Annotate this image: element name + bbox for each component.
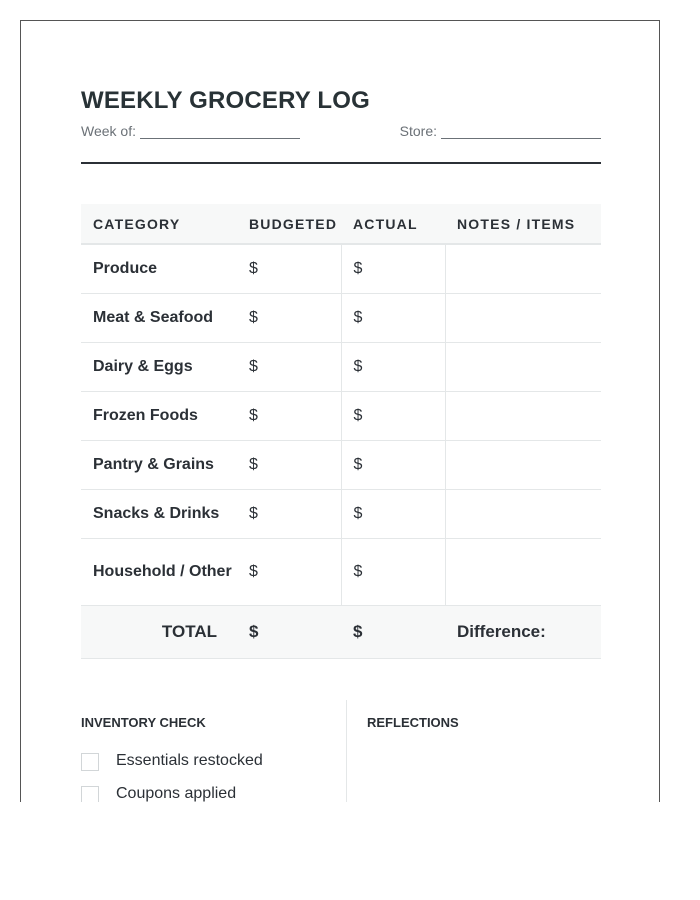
column-header-category: CATEGORY [81, 204, 237, 244]
category-cell: Meat & Seafood [81, 294, 237, 343]
store-label: Store: [399, 123, 437, 139]
actual-cell[interactable]: $ [341, 490, 445, 539]
budgeted-cell[interactable]: $ [237, 392, 341, 441]
store-field[interactable] [400, 123, 601, 139]
budgeted-cell[interactable]: $ [237, 244, 341, 294]
column-header-budgeted: BUDGETED [237, 204, 341, 244]
header-divider [81, 162, 601, 164]
budgeted-cell[interactable]: $ [237, 539, 341, 606]
category-cell: Dairy & Eggs [81, 343, 237, 392]
page-title: WEEKLY GROCERY LOG [81, 87, 370, 114]
actual-cell[interactable]: $ [341, 539, 445, 606]
checklist-item-label: Essentials restocked [116, 752, 263, 769]
checkbox[interactable] [81, 786, 99, 802]
category-cell: Snacks & Drinks [81, 490, 237, 539]
table-header-row [81, 204, 601, 244]
notes-cell[interactable] [445, 244, 601, 294]
difference-cell[interactable]: Difference: [445, 606, 601, 659]
category-cell: Household / Other [81, 539, 237, 606]
category-cell: Pantry & Grains [81, 441, 237, 490]
bottom-section [81, 700, 601, 802]
meta-row [81, 123, 601, 141]
column-header-notes: NOTES / ITEMS [445, 204, 601, 244]
reflections-heading: REFLECTIONS [367, 715, 459, 730]
actual-cell[interactable]: $ [341, 244, 445, 294]
table-row [81, 392, 601, 441]
table-row [81, 343, 601, 392]
notes-cell[interactable] [445, 539, 601, 606]
notes-cell[interactable] [445, 441, 601, 490]
total-label: TOTAL [81, 606, 237, 659]
table-row [81, 244, 601, 294]
actual-cell[interactable]: $ [341, 441, 445, 490]
table-row [81, 539, 601, 606]
week-of-blank[interactable] [140, 124, 300, 139]
notes-cell[interactable] [445, 294, 601, 343]
grocery-table [81, 204, 601, 659]
category-cell: Produce [81, 244, 237, 294]
total-row [81, 606, 601, 659]
budgeted-cell[interactable]: $ [237, 294, 341, 343]
total-budgeted-cell[interactable]: $ [237, 606, 341, 659]
budgeted-cell[interactable]: $ [237, 490, 341, 539]
week-of-label: Week of: [81, 123, 136, 139]
store-blank[interactable] [441, 124, 601, 139]
notes-cell[interactable] [445, 343, 601, 392]
table-row [81, 441, 601, 490]
total-actual-cell[interactable]: $ [341, 606, 445, 659]
actual-cell[interactable]: $ [341, 343, 445, 392]
column-header-actual: ACTUAL [341, 204, 445, 244]
notes-cell[interactable] [445, 392, 601, 441]
grocery-log-sheet [20, 20, 660, 802]
category-cell: Frozen Foods [81, 392, 237, 441]
checkbox[interactable] [81, 753, 99, 771]
inventory-check-heading: INVENTORY CHECK [81, 715, 206, 730]
budgeted-cell[interactable]: $ [237, 441, 341, 490]
actual-cell[interactable]: $ [341, 294, 445, 343]
week-of-field[interactable] [81, 123, 300, 139]
notes-cell[interactable] [445, 490, 601, 539]
checklist-item-label: Coupons applied [116, 785, 237, 802]
table-row [81, 490, 601, 539]
actual-cell[interactable]: $ [341, 392, 445, 441]
section-divider [346, 700, 347, 802]
table-row [81, 294, 601, 343]
budgeted-cell[interactable]: $ [237, 343, 341, 392]
